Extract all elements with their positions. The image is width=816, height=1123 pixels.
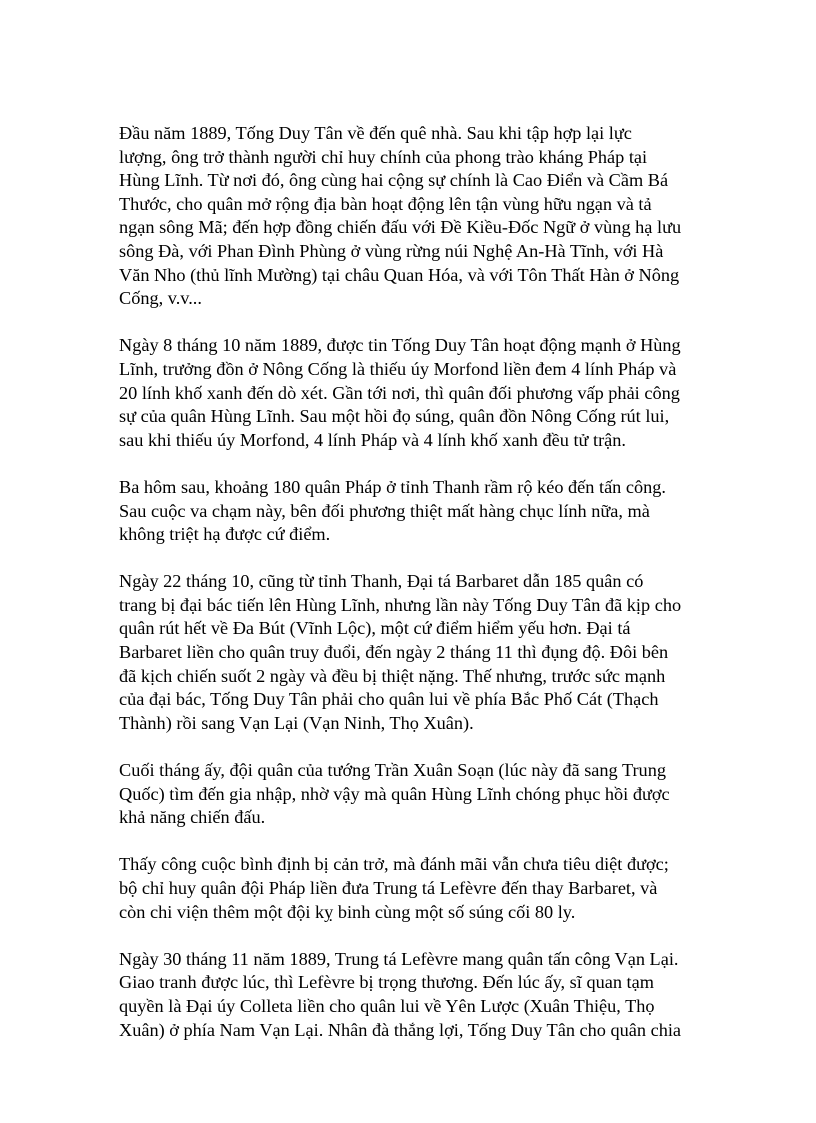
document-body [119, 122, 719, 1066]
paragraph-3: Ba hôm sau, khoảng 180 quân Pháp ở tỉnh Thanh rầm rộ kéo đến tấn công. Sau cuộc va chạm này, bên đối phương thiệt mất hàng chục lính nữa, mà không triệt hạ được cứ điểm. [119, 476, 667, 545]
paragraph-6: Thấy công cuộc bình định bị cản trở, mà đánh mãi vẫn chưa tiêu diệt được; bộ chỉ huy quân đội Pháp liền đưa Trung tá Lefèvre đến thay Barbaret, và còn chi viện thêm một đội kỵ binh cùng một số súng cối 80 ly. [119, 854, 669, 922]
paragraph-7: Ngày 30 tháng 11 năm 1889, Trung tá Lefèvre mang quân tấn công Vạn Lại. Giao tranh được lúc, thì Lefèvre bị trọng thương. Đến lúc ấy, sĩ quan tạm quyền là Đại úy Colleta liền cho quân lui về Yên Lược (Xuân Thiệu, Thọ Xuân) ở phía Nam Vạn Lại. Nhân đà thắng lợi, Tống Duy Tân cho quân chia [119, 948, 682, 1040]
paragraph-2: Ngày 8 tháng 10 năm 1889, được tin Tống Duy Tân hoạt động mạnh ở Hùng Lĩnh, trưởng đồn ở Nông Cống là thiếu úy Morfond liền đem 4 lính Pháp và 20 lính khố xanh đến dò xét. Gần tới nơi, thì quân đối phương vấp phải công sự của quân Hùng Lĩnh. Sau một hồi đọ súng, quân đồn Nông Cống rút lui, sau khi thiếu úy Morfond, 4 lính Pháp và 4 lính khố xanh đều tử trận. [119, 335, 681, 450]
paragraph-1: Đầu năm 1889, Tống Duy Tân về đến quê nhà. Sau khi tập hợp lại lực lượng, ông trở thành người chỉ huy chính của phong trào kháng Pháp tại Hùng Lĩnh. Từ nơi đó, ông cùng hai cộng sự chính là Cao Điển và Cầm Bá Thước, cho quân mở rộng địa bàn hoạt động lên tận vùng hữu ngạn và tả ngạn sông Mã; đến hợp đồng chiến đấu với Đề Kiều-Đốc Ngữ ở vùng hạ lưu sông Đà, với Phan Đình Phùng ở vùng rừng núi Nghệ An-Hà Tĩnh, với Hà Văn Nho (thủ lĩnh Mường) tại châu Quan Hóa, và với Tôn Thất Hàn ở Nông Cống, v.v... [119, 123, 682, 309]
paragraph-5: Cuối tháng ấy, đội quân của tướng Trần Xuân Soạn (lúc này đã sang Trung Quốc) tìm đến gia nhập, nhờ vậy mà quân Hùng Lĩnh chóng phục hồi được khả năng chiến đấu. [119, 760, 670, 828]
paragraph-4: Ngày 22 tháng 10, cũng từ tỉnh Thanh, Đại tá Barbaret dẫn 185 quân có trang bị đại bác tiến lên Hùng Lĩnh, nhưng lần này Tống Duy Tân đã kịp cho quân rút hết về Đa Bút (Vĩnh Lộc), một cứ điểm hiểm yếu hơn. Đại tá Barbaret liền cho quân truy đuổi, đến ngày 2 tháng 11 thì đụng độ. Đôi bên đã kịch chiến suốt 2 ngày và đều bị thiệt nặng. Thế nhưng, trước sức mạnh của đại bác, Tống Duy Tân phải cho quân lui về phía Bắc Phố Cát (Thạch Thành) rồi sang Vạn Lại (Vạn Ninh, Thọ Xuân). [119, 571, 682, 733]
